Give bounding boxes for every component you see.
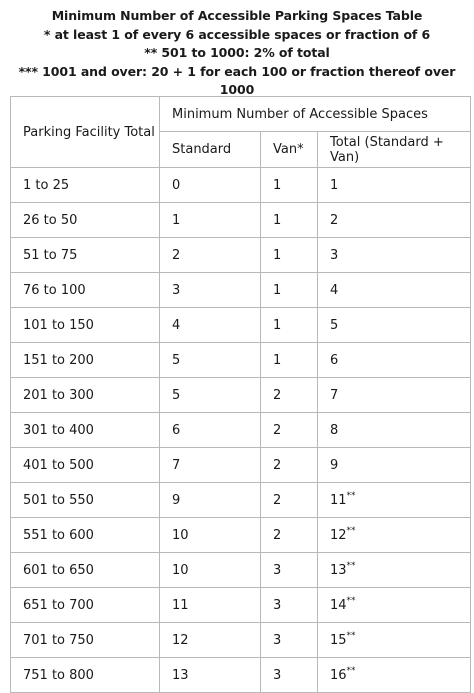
cell-facility-range: 751 to 800 <box>11 658 160 693</box>
cell-total <box>318 203 471 238</box>
total-value: 9 <box>330 457 339 473</box>
cell-van: 2 <box>261 518 318 553</box>
total-value: 5 <box>330 317 339 333</box>
cell-van: 2 <box>261 448 318 483</box>
cell-standard: 12 <box>160 623 261 658</box>
cell-facility-range: 651 to 700 <box>11 588 160 623</box>
footnote-501-1000: ** 501 to 1000: 2% of total <box>144 45 330 60</box>
cell-standard: 7 <box>160 448 261 483</box>
cell-standard: 10 <box>160 518 261 553</box>
table-row <box>11 238 471 273</box>
footnote-1001-over: *** 1001 and over: 20 + 1 for each 100 or fraction thereof over 1000 <box>18 63 456 97</box>
total-value: 6 <box>330 352 339 368</box>
footnote-marker: ** <box>346 630 356 641</box>
cell-facility-range: 601 to 650 <box>11 553 160 588</box>
cell-standard: 10 <box>160 553 261 588</box>
header-row <box>11 97 471 132</box>
cell-facility-range: 501 to 550 <box>11 483 160 518</box>
footnote-van: * at least 1 of every 6 accessible spaces or fraction of 6 <box>43 26 431 42</box>
cell-standard: 0 <box>160 168 261 203</box>
cell-standard: 11 <box>160 588 261 623</box>
cell-van: 3 <box>261 623 318 658</box>
cell-van: 1 <box>261 308 318 343</box>
footnote-marker: ** <box>346 490 356 501</box>
cell-facility-range: 76 to 100 <box>11 273 160 308</box>
column-group-header-accessible-spaces: Minimum Number of Accessible Spaces <box>160 97 471 132</box>
cell-van: 2 <box>261 378 318 413</box>
cell-standard: 6 <box>160 413 261 448</box>
total-value: 11 <box>330 492 347 508</box>
table-row <box>11 588 471 623</box>
cell-van: 1 <box>261 203 318 238</box>
cell-total <box>318 308 471 343</box>
table-row <box>11 273 471 308</box>
parking-table <box>10 96 471 693</box>
column-header-total: Total (Standard + Van) <box>318 132 471 168</box>
cell-standard: 3 <box>160 273 261 308</box>
cell-total <box>318 168 471 203</box>
cell-total <box>318 343 471 378</box>
cell-van: 2 <box>261 483 318 518</box>
cell-facility-range: 26 to 50 <box>11 203 160 238</box>
total-value: 12 <box>330 527 347 543</box>
cell-facility-range: 151 to 200 <box>11 343 160 378</box>
column-header-van: Van* <box>261 132 318 168</box>
table-row <box>11 518 471 553</box>
cell-van: 1 <box>261 168 318 203</box>
cell-standard: 5 <box>160 343 261 378</box>
table-row <box>11 203 471 238</box>
cell-facility-range: 1 to 25 <box>11 168 160 203</box>
cell-standard: 5 <box>160 378 261 413</box>
cell-van: 3 <box>261 588 318 623</box>
cell-total <box>318 273 471 308</box>
total-value: 2 <box>330 212 339 228</box>
footnote-marker: ** <box>346 560 356 571</box>
cell-standard: 4 <box>160 308 261 343</box>
cell-van: 1 <box>261 273 318 308</box>
cell-total <box>318 448 471 483</box>
column-header-facility-total: Parking Facility Total <box>11 97 160 168</box>
table-row <box>11 448 471 483</box>
table-container <box>10 96 470 693</box>
cell-standard: 9 <box>160 483 261 518</box>
cell-facility-range: 551 to 600 <box>11 518 160 553</box>
table-row <box>11 623 471 658</box>
cell-facility-range: 401 to 500 <box>11 448 160 483</box>
total-value: 4 <box>330 282 339 298</box>
page-header <box>0 0 474 100</box>
cell-van: 3 <box>261 553 318 588</box>
column-header-standard: Standard <box>160 132 261 168</box>
total-value: 14 <box>330 597 347 613</box>
cell-total <box>318 518 471 553</box>
footnote-marker: ** <box>346 665 356 676</box>
cell-van: 1 <box>261 238 318 273</box>
cell-total <box>318 623 471 658</box>
total-value: 16 <box>330 667 347 683</box>
cell-total <box>318 483 471 518</box>
total-value: 1 <box>330 177 339 193</box>
total-value: 15 <box>330 632 347 648</box>
cell-total <box>318 413 471 448</box>
total-value: 3 <box>330 247 339 263</box>
cell-facility-range: 201 to 300 <box>11 378 160 413</box>
table-row <box>11 483 471 518</box>
cell-total <box>318 378 471 413</box>
cell-facility-range: 301 to 400 <box>11 413 160 448</box>
total-value: 13 <box>330 562 347 578</box>
cell-van: 2 <box>261 413 318 448</box>
table-row <box>11 168 471 203</box>
table-row <box>11 378 471 413</box>
cell-standard: 13 <box>160 658 261 693</box>
table-row <box>11 308 471 343</box>
cell-total <box>318 588 471 623</box>
total-value: 8 <box>330 422 339 438</box>
table-body <box>11 168 471 693</box>
cell-van: 3 <box>261 658 318 693</box>
cell-total <box>318 238 471 273</box>
cell-total <box>318 658 471 693</box>
footnote-marker: ** <box>346 595 356 606</box>
table-row <box>11 553 471 588</box>
table-row <box>11 413 471 448</box>
cell-total <box>318 553 471 588</box>
cell-facility-range: 101 to 150 <box>11 308 160 343</box>
table-row <box>11 343 471 378</box>
cell-standard: 1 <box>160 203 261 238</box>
cell-facility-range: 701 to 750 <box>11 623 160 658</box>
cell-standard: 2 <box>160 238 261 273</box>
cell-van: 1 <box>261 343 318 378</box>
page-title: Minimum Number of Accessible Parking Spaces Table <box>51 8 423 23</box>
table-row <box>11 658 471 693</box>
footnote-marker: ** <box>346 525 356 536</box>
cell-facility-range: 51 to 75 <box>11 238 160 273</box>
total-value: 7 <box>330 387 339 403</box>
